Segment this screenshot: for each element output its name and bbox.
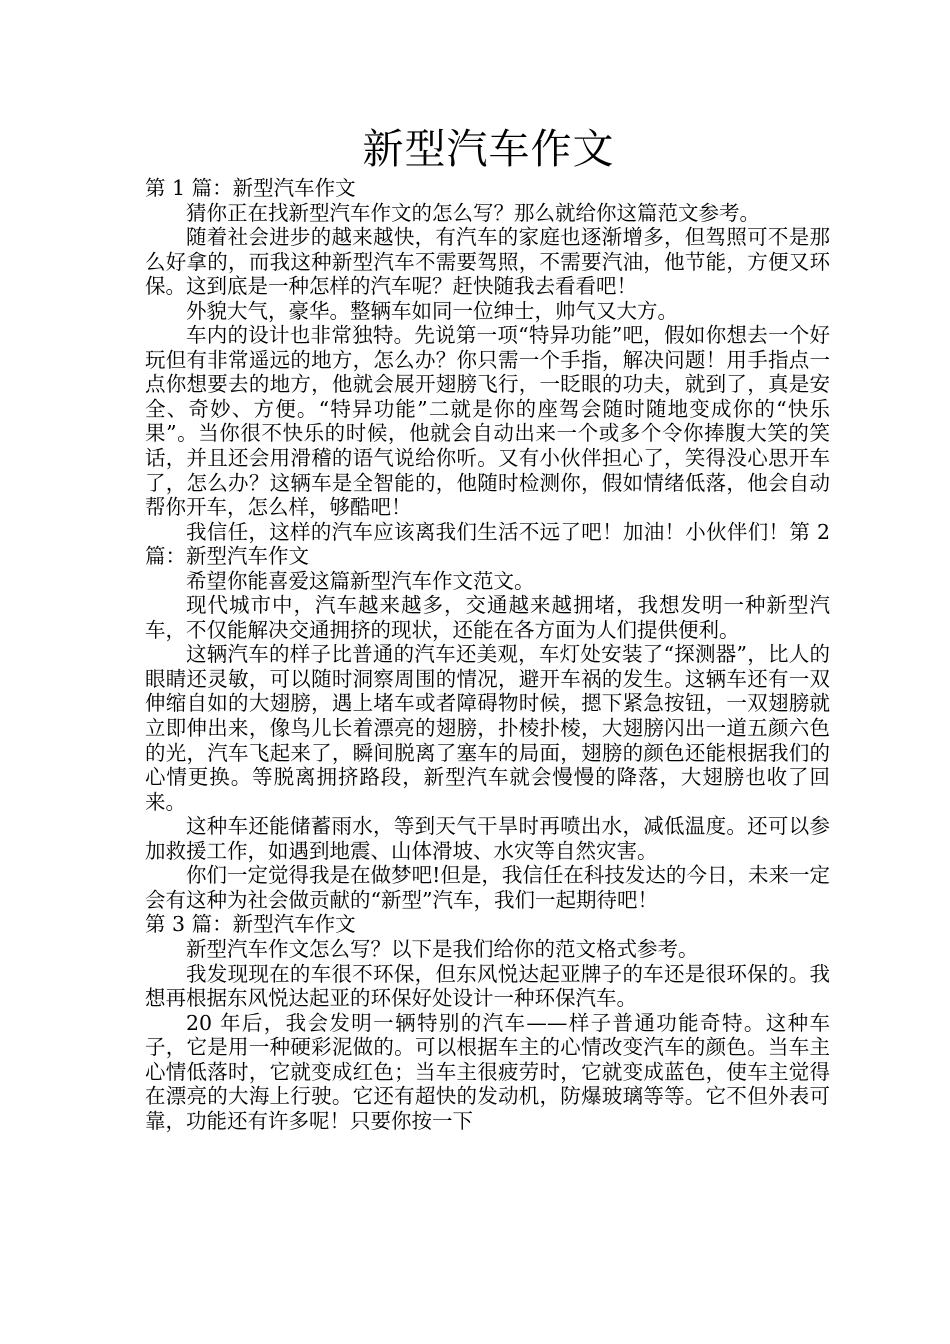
section-1-paragraph: 车内的设计也非常独特。先说第一项“特异功能”吧，假如你想去一个好玩但有非常遥远的地方，怎么办？你只需一个手指，解决问题！用手指点一点你想要去的地方，他就会展开翅膀飞行，一眨眼的功夫，就到了，真是安全、奇妙、方便。“特异功能”二就是你的座驾会随时随地变成你的“快乐果”。当你很不快乐的时候，他就会自动出来一个或多个令你捧腹大笑的笑话，并且还会用滑稽的语气说给你听。又有小伙伴担心了，笑得没心思开车了，怎么办？这辆车是全智能的，他随时检测你，假如情绪低落，他会自动帮你开车，怎么样，够酷吧！ [145,323,830,520]
section-1-paragraph: 随着社会进步的越来越快，有汽车的家庭也逐渐增多，但驾照可不是那么好拿的，而我这种新型汽车不需要驾照，不需要汽油，他节能，方便又环保。这到底是一种怎样的汽车呢？赶快随我去看看吧！ [145,225,830,299]
section-3-paragraph: 新型汽车作文怎么写？以下是我们给你的范文格式参考。 [186,936,699,961]
section-3-paragraph: 我发现现在的车很不环保，但东风悦达起亚牌子的车还是很环保的。我想再根据东风悦达起亚的环保好处设计一种环保汽车。 [145,961,830,1011]
document-title: 新型汽车作文 [362,125,615,173]
section-1-closing-paragraph [145,520,830,569]
section-2-paragraph: 你们一定觉得我是在做梦吧!但是，我信任在科技发达的今日，未来一定会有这种为社会做贡献的“新型”汽车，我们一起期待吧！ [145,863,830,912]
section-2-heading: 第 2 篇：新型汽车作文 [145,519,830,569]
document-body [145,176,830,1133]
document-page [145,122,830,1133]
section-2-paragraph: 这辆汽车的样子比普通的汽车还美观，车灯处安装了“探测器”，比人的眼睛还灵敏，可以随时洞察周围的情况，避开车祸的发生。这辆车还有一双伸缩自如的大翅膀，遇上堵车或者障碍物时候，摁下紧急按钮，一双翅膀就立即伸出来，像鸟儿长着漂亮的翅膀，扑棱扑棱，大翅膀闪出一道五颜六色的光，汽车飞起来了，瞬间脱离了塞车的局面，翅膀的颜色还能根据我们的心情更换。等脱离拥挤路段，新型汽车就会慢慢的降落，大翅膀也收了回来。 [145,642,830,814]
section-1-paragraph: 外貌大气，豪华。整辆车如同一位绅士，帅气又大方。 [186,298,678,323]
section-3-paragraph: 20 年后，我会发明一辆特别的汽车——样子普通功能奇特。这种车子，它是用一种硬彩泥做的。可以根据车主的心情改变汽车的颜色。当车主心情低落时，它就变成红色；当车主很疲劳时，它就变成蓝色，使车主觉得在漂亮的大海上行驶。它还有超快的发动机，防爆玻璃等等。它不但外表可靠，功能还有许多呢！只要你按一下 [145,1010,830,1133]
section-2-paragraph: 现代城市中，汽车越来越多，交通越来越拥堵，我想发明一种新型汽车，不仅能解决交通拥挤的现状，还能在各方面为人们提供便利。 [145,593,830,642]
section-1-paragraph: 猜你正在找新型汽车作文的怎么写？那么就给你这篇范文参考。 [186,200,760,225]
section-2-paragraph: 这种车还能储蓄雨水，等到天气干旱时再喷出水，减低温度。还可以参加救援工作，如遇到地震、山体滑坡、水灾等自然灾害。 [145,814,830,863]
section-2-paragraph: 希望你能喜爱这篇新型汽车作文范文。 [186,568,535,593]
section-1-heading: 第 1 篇：新型汽车作文 [145,176,356,200]
section-3-heading: 第 3 篇：新型汽车作文 [145,912,356,937]
section-1-paragraph-text: 我信任，这样的汽车应该离我们生活不远了吧！加油！小伙伴们！ [186,519,790,544]
